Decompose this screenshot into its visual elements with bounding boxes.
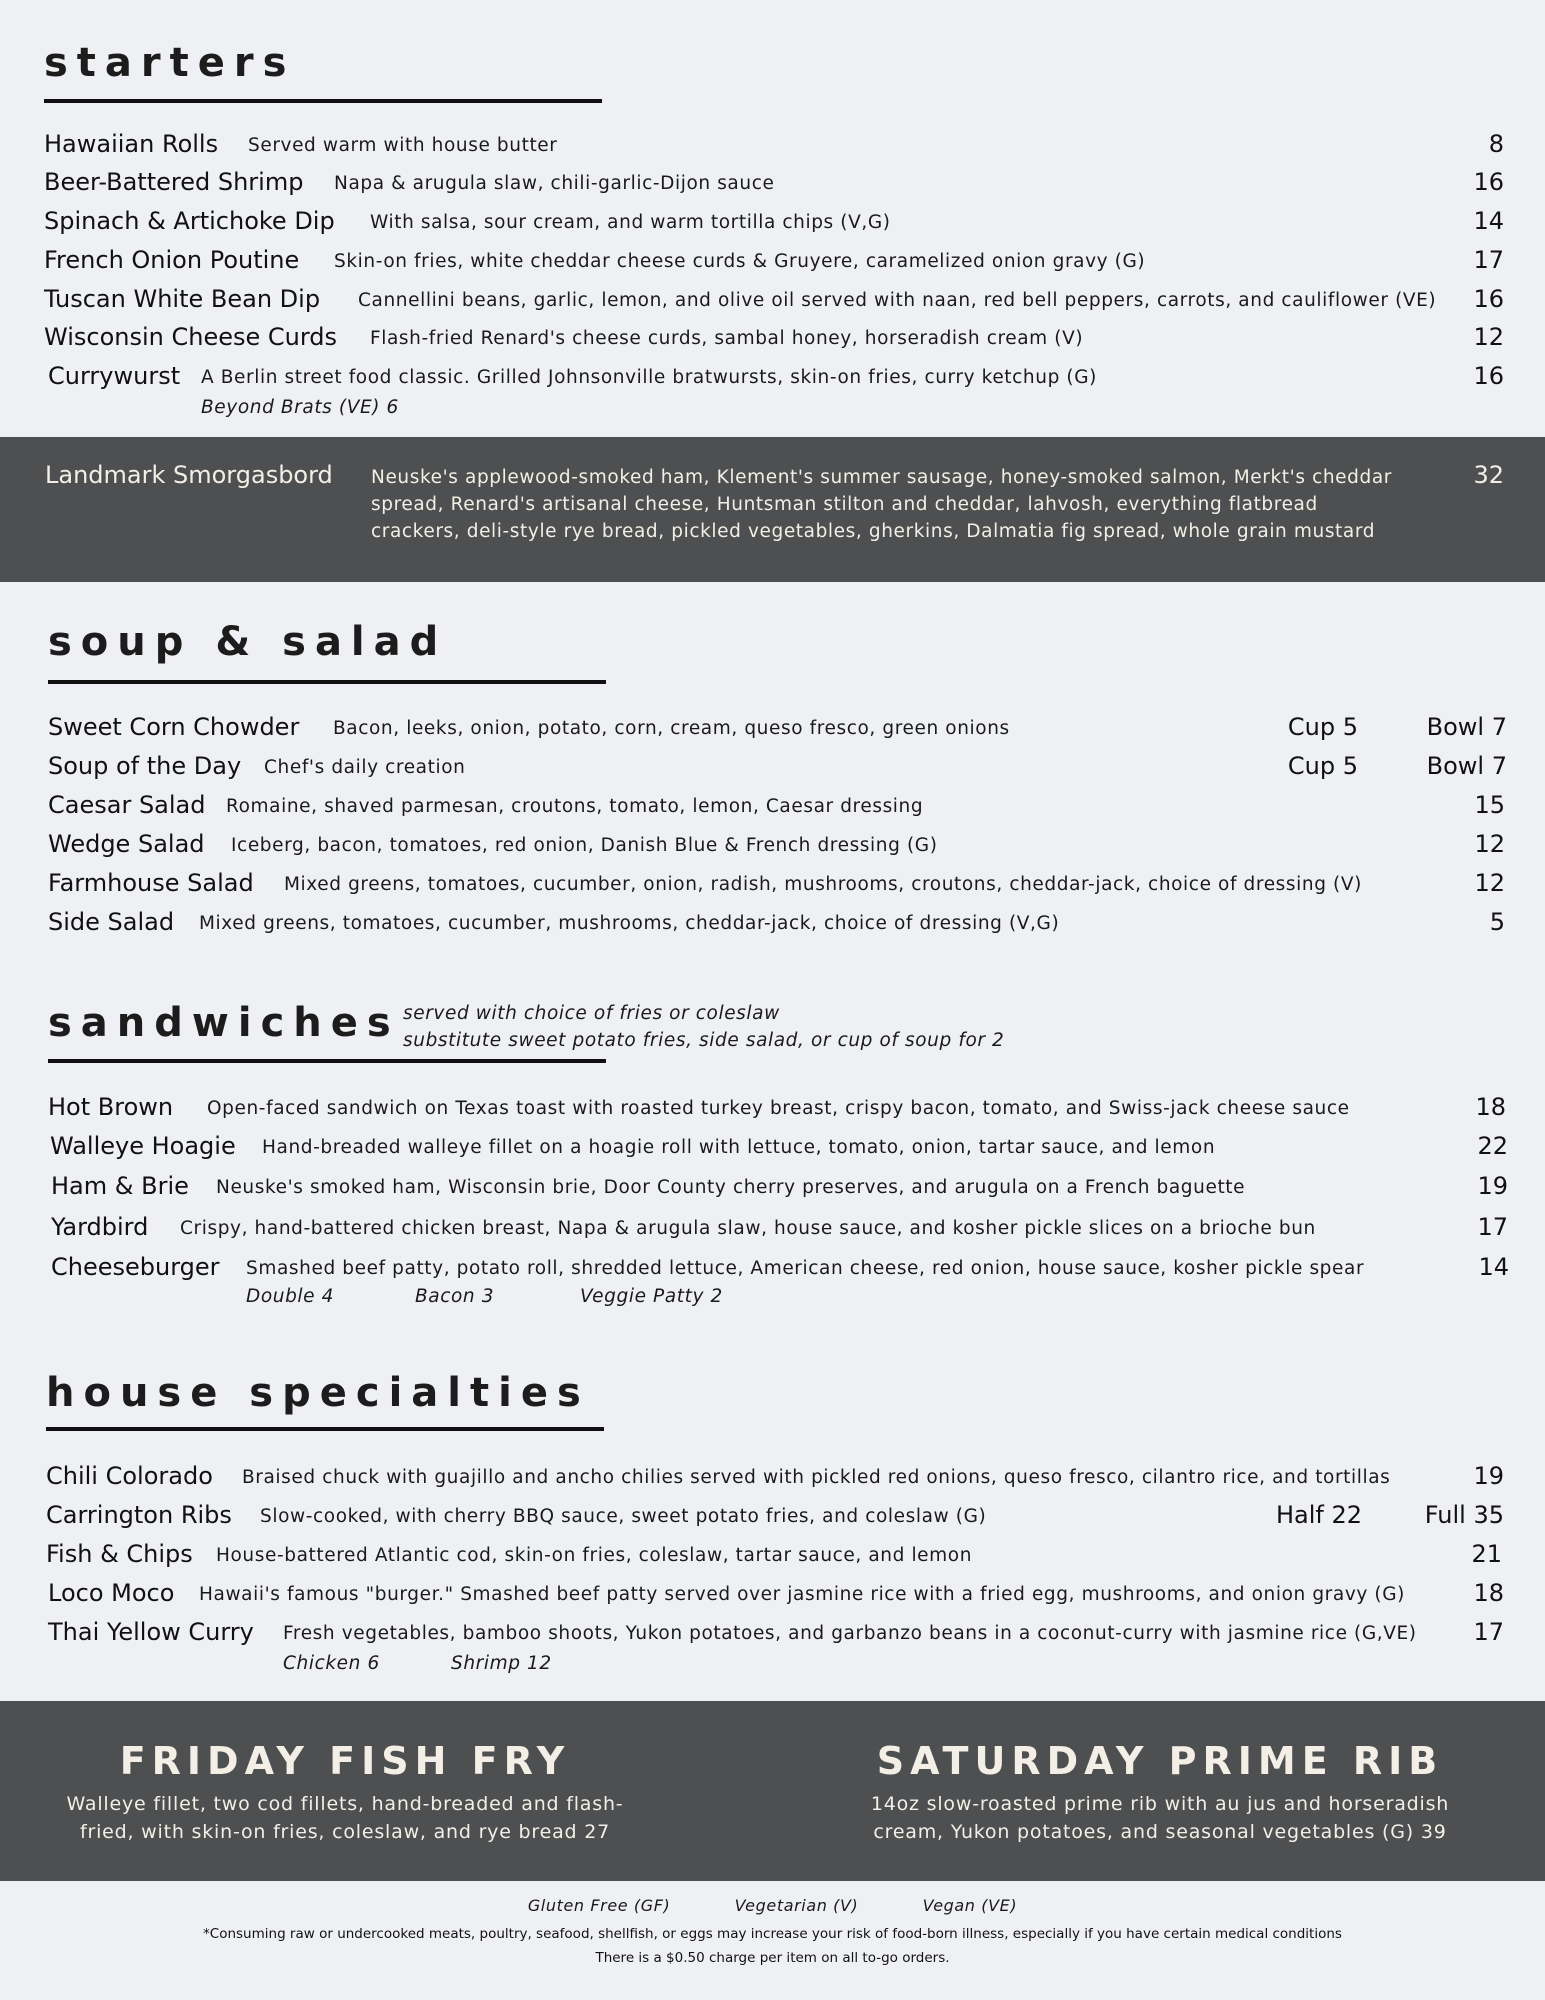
item-price: 5: [1489, 908, 1505, 936]
menu-item: [51, 1213, 1508, 1245]
item-price-bowl: Bowl 7: [1426, 752, 1507, 780]
item-price: 16: [1473, 362, 1504, 390]
menu-item: [48, 791, 1505, 823]
menu-item: [46, 1501, 1504, 1533]
item-name: Cheeseburger: [51, 1253, 220, 1281]
menu-item: [51, 1253, 1509, 1285]
item-price: 12: [1473, 323, 1504, 351]
item-description: Chef's daily creation: [264, 757, 466, 778]
item-name: Sweet Corn Chowder: [48, 713, 300, 741]
item-price: 17: [1477, 1213, 1508, 1241]
menu-item: [44, 207, 1504, 239]
item-price: 16: [1473, 168, 1504, 196]
menu-item: [48, 1093, 1506, 1125]
item-description: Cannellini beans, garlic, lemon, and olive oil served with naan, red bell peppers, carrots, and cauliflower (VE): [358, 290, 1437, 311]
item-price: 18: [1473, 1579, 1504, 1607]
saturday-special-description: [860, 1790, 1460, 1846]
section-note: served with choice of fries or coleslaw: [403, 1003, 780, 1024]
item-name: Walleye Hoagie: [50, 1132, 236, 1160]
section-heading-house-specialties: house specialties: [46, 1370, 590, 1416]
item-description: Open-faced sandwich on Texas toast with roasted turkey breast, crispy bacon, tomato, and Swiss-jack cheese sauce: [207, 1098, 1350, 1119]
menu-item: [44, 130, 1504, 162]
item-description: Braised chuck with guajillo and ancho chilies served with pickled red onions, queso fresco, cilantro rice, and tortillas: [242, 1467, 1391, 1488]
item-description: Mixed greens, tomatoes, cucumber, onion, radish, mushrooms, croutons, cheddar-jack, choice of dressing (V): [284, 874, 1362, 895]
section-note: substitute sweet potato fries, side salad, or cup of soup for 2: [403, 1030, 1005, 1051]
item-name: Hawaiian Rolls: [44, 130, 219, 158]
section-heading-soup-salad: soup & salad: [48, 619, 448, 665]
item-price: 14: [1473, 207, 1504, 235]
menu-item: [51, 1172, 1508, 1204]
saturday-special-title: SATURDAY PRIME RIB: [876, 1739, 1444, 1783]
item-price-cup: Cup 5: [1287, 752, 1358, 780]
item-addon: Bacon 3: [415, 1286, 495, 1307]
description-line: spread, Renard's artisanal cheese, Huntsman stilton and cheddar, lahvosh, everything flatbread: [371, 494, 1318, 515]
item-price: 17: [1473, 1618, 1504, 1646]
friday-special-description: [45, 1790, 645, 1846]
item-name: Ham & Brie: [51, 1172, 189, 1200]
item-description: Mixed greens, tomatoes, cucumber, mushrooms, cheddar-jack, choice of dressing (V,G): [199, 913, 1060, 934]
menu-item: [44, 246, 1504, 278]
smorgasbord-band: [0, 437, 1545, 582]
item-name: Carrington Ribs: [46, 1501, 232, 1529]
item-description: Served warm with house butter: [248, 135, 558, 156]
item-description: Fresh vegetables, bamboo shoots, Yukon potatoes, and garbanzo beans in a coconut-curry with jasmine rice (G,VE): [283, 1623, 1417, 1644]
item-name: Farmhouse Salad: [48, 869, 254, 897]
item-name: Soup of the Day: [48, 752, 242, 780]
item-description: Smashed beef patty, potato roll, shredded lettuce, American cheese, red onion, house sauce, kosher pickle spear: [246, 1258, 1365, 1279]
item-price: 21: [1471, 1540, 1502, 1568]
description-line: crackers, deli-style rye bread, pickled vegetables, gherkins, Dalmatia fig spread, whole grain mustard: [371, 521, 1376, 542]
description-line: Neuske's applewood-smoked ham, Klement's summer sausage, honey-smoked salmon, Merkt's cheddar: [371, 467, 1392, 488]
menu-item: [48, 1579, 1504, 1611]
section-rule: [48, 680, 606, 684]
description-line: Walleye fillet, two cod fillets, hand-breaded and flash-: [66, 1793, 624, 1815]
item-description: Iceberg, bacon, tomatoes, red onion, Danish Blue & French dressing (G): [231, 835, 938, 856]
menu-item: [48, 1618, 1504, 1650]
menu-item: [50, 1132, 1508, 1164]
menu-item: [48, 713, 1507, 745]
item-description: Skin-on fries, white cheddar cheese curds & Gruyere, caramelized onion gravy (G): [334, 251, 1146, 272]
menu-item: [48, 908, 1505, 940]
item-name: Hot Brown: [48, 1093, 174, 1121]
legend-vegan: Vegan (VE): [922, 1896, 1018, 1915]
item-addon: Shrimp 12: [451, 1653, 552, 1674]
legend-vegetarian: Vegetarian (V): [734, 1896, 859, 1915]
item-description: Crispy, hand-battered chicken breast, Napa & arugula slaw, house sauce, and kosher pickle slices on a brioche bun: [180, 1218, 1316, 1239]
menu-item: [46, 1462, 1504, 1494]
consumer-advisory: *Consuming raw or undercooked meats, poultry, seafood, shellfish, or eggs may increase your risk of food-born illness, especially if you have certain medical conditions: [203, 1926, 1342, 1942]
item-name: Landmark Smorgasbord: [45, 461, 333, 489]
item-price-bowl: Bowl 7: [1426, 713, 1507, 741]
menu-item: [44, 323, 1504, 355]
description-line: 14oz slow-roasted prime rib with au jus and horseradish: [870, 1793, 1450, 1815]
item-description: Hawaii's famous "burger." Smashed beef patty served over jasmine rice with a fried egg, mushrooms, and onion gravy (G): [199, 1584, 1405, 1605]
item-description: [371, 464, 1392, 545]
item-description: Slow-cooked, with cherry BBQ sauce, sweet potato fries, and coleslaw (G): [260, 1506, 987, 1527]
description-line: cream, Yukon potatoes, and seasonal vegetables (G) 39: [873, 1821, 1447, 1843]
item-name: Caesar Salad: [48, 791, 206, 819]
item-description: House-battered Atlantic cod, skin-on fries, coleslaw, tartar sauce, and lemon: [216, 1545, 973, 1566]
item-name: Tuscan White Bean Dip: [44, 285, 321, 313]
item-name: Beer-Battered Shrimp: [44, 168, 304, 196]
item-name: Thai Yellow Curry: [48, 1618, 254, 1646]
item-name: Wisconsin Cheese Curds: [44, 323, 338, 351]
item-price: 12: [1474, 869, 1505, 897]
item-addon: Beyond Brats (VE) 6: [201, 397, 399, 418]
item-addon: Double 4: [246, 1286, 335, 1307]
item-price: 12: [1474, 830, 1505, 858]
item-name: Spinach & Artichoke Dip: [44, 207, 335, 235]
item-name: Side Salad: [48, 908, 175, 936]
item-description: Bacon, leeks, onion, potato, corn, cream, queso fresco, green onions: [333, 718, 1010, 739]
section-heading-sandwiches: sandwiches: [48, 1000, 400, 1046]
item-price: 17: [1473, 246, 1504, 274]
section-rule: [44, 99, 602, 103]
item-description: Hand-breaded walleye fillet on a hoagie roll with lettuce, tomato, onion, tartar sauce, and lemon: [262, 1137, 1216, 1158]
item-name: Chili Colorado: [46, 1462, 213, 1490]
menu-item: [48, 752, 1507, 784]
item-description: A Berlin street food classic. Grilled Johnsonville bratwursts, skin-on fries, curry ketchup (G): [201, 367, 1097, 388]
section-rule: [48, 1059, 606, 1063]
item-price: 22: [1477, 1132, 1508, 1160]
to-go-charge-note: There is a $0.50 charge per item on all to-go orders.: [595, 1950, 950, 1966]
item-name: French Onion Poutine: [44, 246, 300, 274]
menu-item: [44, 285, 1504, 317]
item-description: Romaine, shaved parmesan, croutons, tomato, lemon, Caesar dressing: [226, 796, 924, 817]
item-price: 32: [1473, 461, 1504, 489]
item-name: Wedge Salad: [48, 830, 205, 858]
item-price: 19: [1473, 1462, 1504, 1490]
section-rule: [46, 1427, 604, 1431]
item-addon: Veggie Patty 2: [580, 1286, 723, 1307]
menu-item: [48, 830, 1505, 862]
item-name: Yardbird: [51, 1213, 149, 1241]
item-description: Neuske's smoked ham, Wisconsin brie, Door County cherry preserves, and arugula on a French baguette: [216, 1177, 1246, 1198]
item-price: 14: [1478, 1253, 1509, 1281]
item-addon: Chicken 6: [283, 1653, 380, 1674]
menu-item: [46, 1540, 1502, 1572]
item-price: 19: [1477, 1172, 1508, 1200]
item-price: 16: [1473, 285, 1504, 313]
legend-gluten-free: Gluten Free (GF): [527, 1896, 671, 1915]
item-price-full: Full 35: [1424, 1501, 1504, 1529]
item-name: Fish & Chips: [46, 1540, 193, 1568]
dietary-legend: [0, 1896, 1545, 1915]
item-price: 18: [1475, 1093, 1506, 1121]
item-price-cup: Cup 5: [1287, 713, 1358, 741]
item-name: Currywurst: [48, 362, 181, 390]
item-price: 8: [1488, 130, 1504, 158]
item-name: Loco Moco: [48, 1579, 175, 1607]
friday-special-title: FRIDAY FISH FRY: [119, 1739, 571, 1783]
description-line: fried, with skin-on fries, coleslaw, and rye bread 27: [79, 1821, 611, 1843]
item-description: With salsa, sour cream, and warm tortilla chips (V,G): [370, 212, 891, 233]
item-price: 15: [1474, 791, 1505, 819]
menu-item: [44, 168, 1504, 200]
menu-item: [44, 362, 1504, 394]
menu-item: [48, 869, 1505, 901]
item-description: Flash-fried Renard's cheese curds, sambal honey, horseradish cream (V): [370, 328, 1084, 349]
item-description: Napa & arugula slaw, chili-garlic-Dijon sauce: [334, 173, 775, 194]
weekly-specials-band: [0, 1701, 1545, 1881]
section-heading-starters: starters: [44, 40, 296, 86]
item-price-half: Half 22: [1275, 1501, 1362, 1529]
